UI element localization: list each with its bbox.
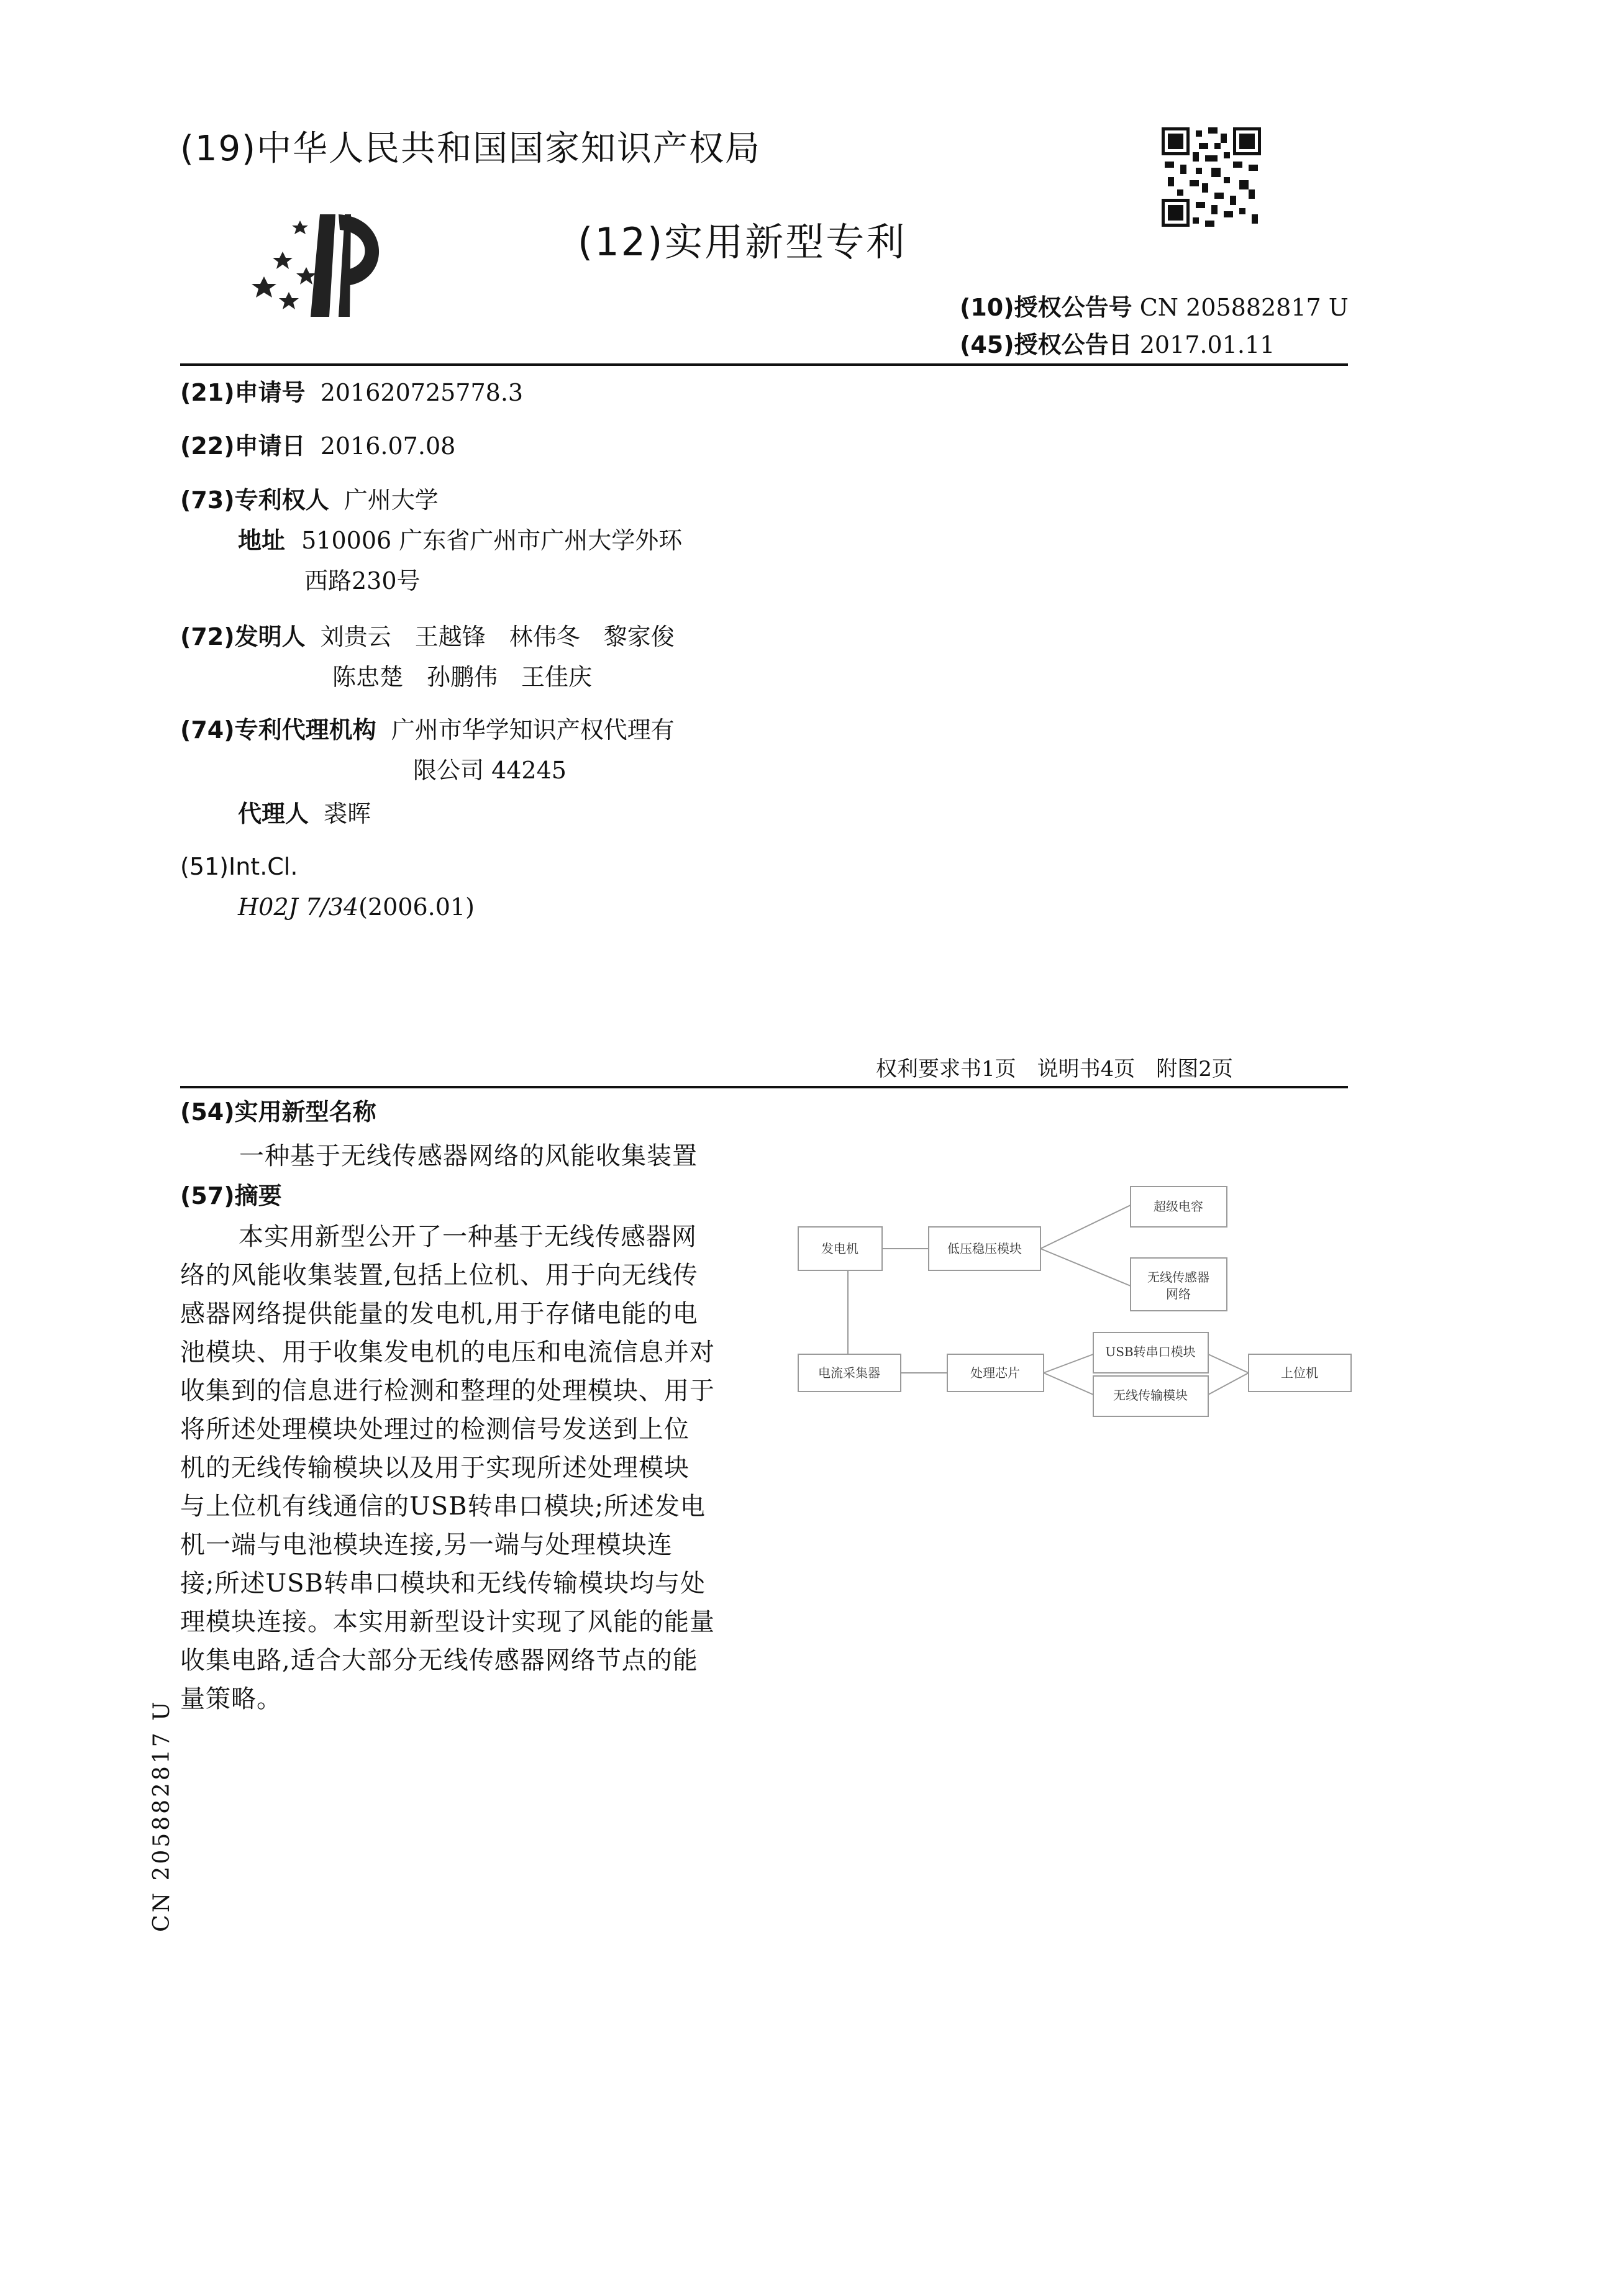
publication-date	[960, 332, 1275, 357]
block-diagram	[795, 1168, 1354, 1441]
regulator-label: 低压稳压模块	[947, 1241, 1022, 1256]
generator-label: 发电机	[821, 1241, 858, 1256]
wireless-module-label: 无线传输模块	[1113, 1388, 1188, 1403]
inventors-line-1: 刘贵云 王越锋 林伟冬 黎家俊	[320, 623, 675, 650]
inventors-label: (72)发明人	[180, 623, 306, 650]
patent-type: (12)实用新型专利	[578, 219, 907, 265]
abstract-label: (57)摘要	[180, 1182, 282, 1210]
abstract-text	[180, 1218, 758, 1718]
usb-module-label: USB转串口模块	[1105, 1344, 1196, 1359]
application-number	[180, 380, 523, 405]
address-line-2: 西路230号	[304, 567, 421, 594]
address-line-1: 510006 广东省广州市广州大学外环	[301, 527, 683, 554]
patent-office-logo-icon	[252, 208, 394, 320]
patentee-value: 广州大学	[344, 486, 439, 514]
abstract-line: 收集电路,适合大部分无线传感器网络节点的能	[180, 1646, 698, 1675]
patent-agency-line-2: 限公司 44245	[413, 757, 567, 784]
abstract-line: 理模块连接。本实用新型设计实现了风能的能量	[180, 1608, 715, 1636]
publication-number-label: (10)授权公告号	[960, 294, 1132, 321]
agent	[238, 801, 371, 826]
patent-agency-label: (74)专利代理机构	[180, 716, 376, 744]
abstract-line: 接;所述USB转串口模块和无线传输模块均与处	[180, 1569, 706, 1598]
abstract-line: 量策略。	[180, 1685, 282, 1713]
application-date-value: 2016.07.08	[320, 432, 456, 460]
publication-date-label: (45)授权公告日	[960, 331, 1132, 358]
application-number-label: (21)申请号	[180, 379, 306, 406]
page-counts-divider	[180, 1086, 1348, 1088]
page-counts: 权利要求书1页 说明书4页 附图2页	[876, 1057, 1233, 1082]
int-cl	[238, 895, 475, 919]
int-cl-date: (2006.01)	[358, 893, 475, 921]
inventors	[180, 624, 675, 649]
address	[238, 528, 682, 553]
header-divider	[180, 363, 1348, 366]
patent-agency-line-1: 广州市华学知识产权代理有	[391, 716, 675, 744]
publication-date-value: 2017.01.11	[1139, 331, 1275, 358]
patentee-label: (73)专利权人	[180, 486, 329, 514]
abstract-line: 池模块、用于收集发电机的电压和电流信息并对	[180, 1338, 715, 1367]
wsn-label-line-2: 网络	[1166, 1287, 1191, 1301]
abstract-line: 机的无线传输模块以及用于实现所述处理模块	[180, 1454, 690, 1482]
abstract-line: 本实用新型公开了一种基于无线传感器网	[239, 1223, 697, 1251]
publication-number-value: CN 205882817 U	[1139, 294, 1349, 321]
abstract-line: 将所述处理模块处理过的检测信号发送到上位	[180, 1415, 690, 1444]
agent-label: 代理人	[238, 800, 309, 827]
abstract-line: 络的风能收集装置,包括上位机、用于向无线传	[180, 1261, 698, 1290]
utility-model-title: 一种基于无线传感器网络的风能收集装置	[239, 1142, 698, 1170]
side-publication-number: CN 205882817 U	[149, 1699, 175, 1932]
utility-model-title-label: (54)实用新型名称	[180, 1098, 376, 1126]
application-date	[180, 434, 455, 458]
qr-code	[1162, 127, 1261, 227]
agent-value: 裘晖	[324, 800, 371, 827]
int-cl-label: (51)Int.Cl.	[180, 853, 298, 880]
issuing-office: (19)中华人民共和国国家知识产权局	[180, 129, 761, 169]
supercap-label: 超级电容	[1154, 1199, 1203, 1214]
abstract-line: 与上位机有线通信的USB转串口模块;所述发电	[180, 1492, 706, 1521]
host-label: 上位机	[1281, 1365, 1318, 1380]
address-label: 地址	[238, 527, 286, 554]
patent-agency	[180, 718, 675, 742]
inventors-line-2: 陈忠楚 孙鹏伟 王佳庆	[332, 663, 593, 691]
application-number-value: 201620725778.3	[320, 379, 524, 406]
abstract-line: 机一端与电池模块连接,另一端与处理模块连	[180, 1531, 673, 1559]
abstract-line: 感器网络提供能量的发电机,用于存储电能的电	[180, 1300, 698, 1328]
current-collector-label: 电流采集器	[818, 1365, 880, 1380]
processor-label: 处理芯片	[970, 1365, 1020, 1380]
abstract-line: 收集到的信息进行检测和整理的处理模块、用于	[180, 1377, 715, 1405]
wsn-label-line-1: 无线传感器	[1147, 1270, 1209, 1285]
patentee	[180, 488, 439, 512]
application-date-label: (22)申请日	[180, 432, 306, 460]
publication-number	[960, 295, 1349, 320]
int-cl-code: H02J 7/34	[238, 893, 359, 921]
